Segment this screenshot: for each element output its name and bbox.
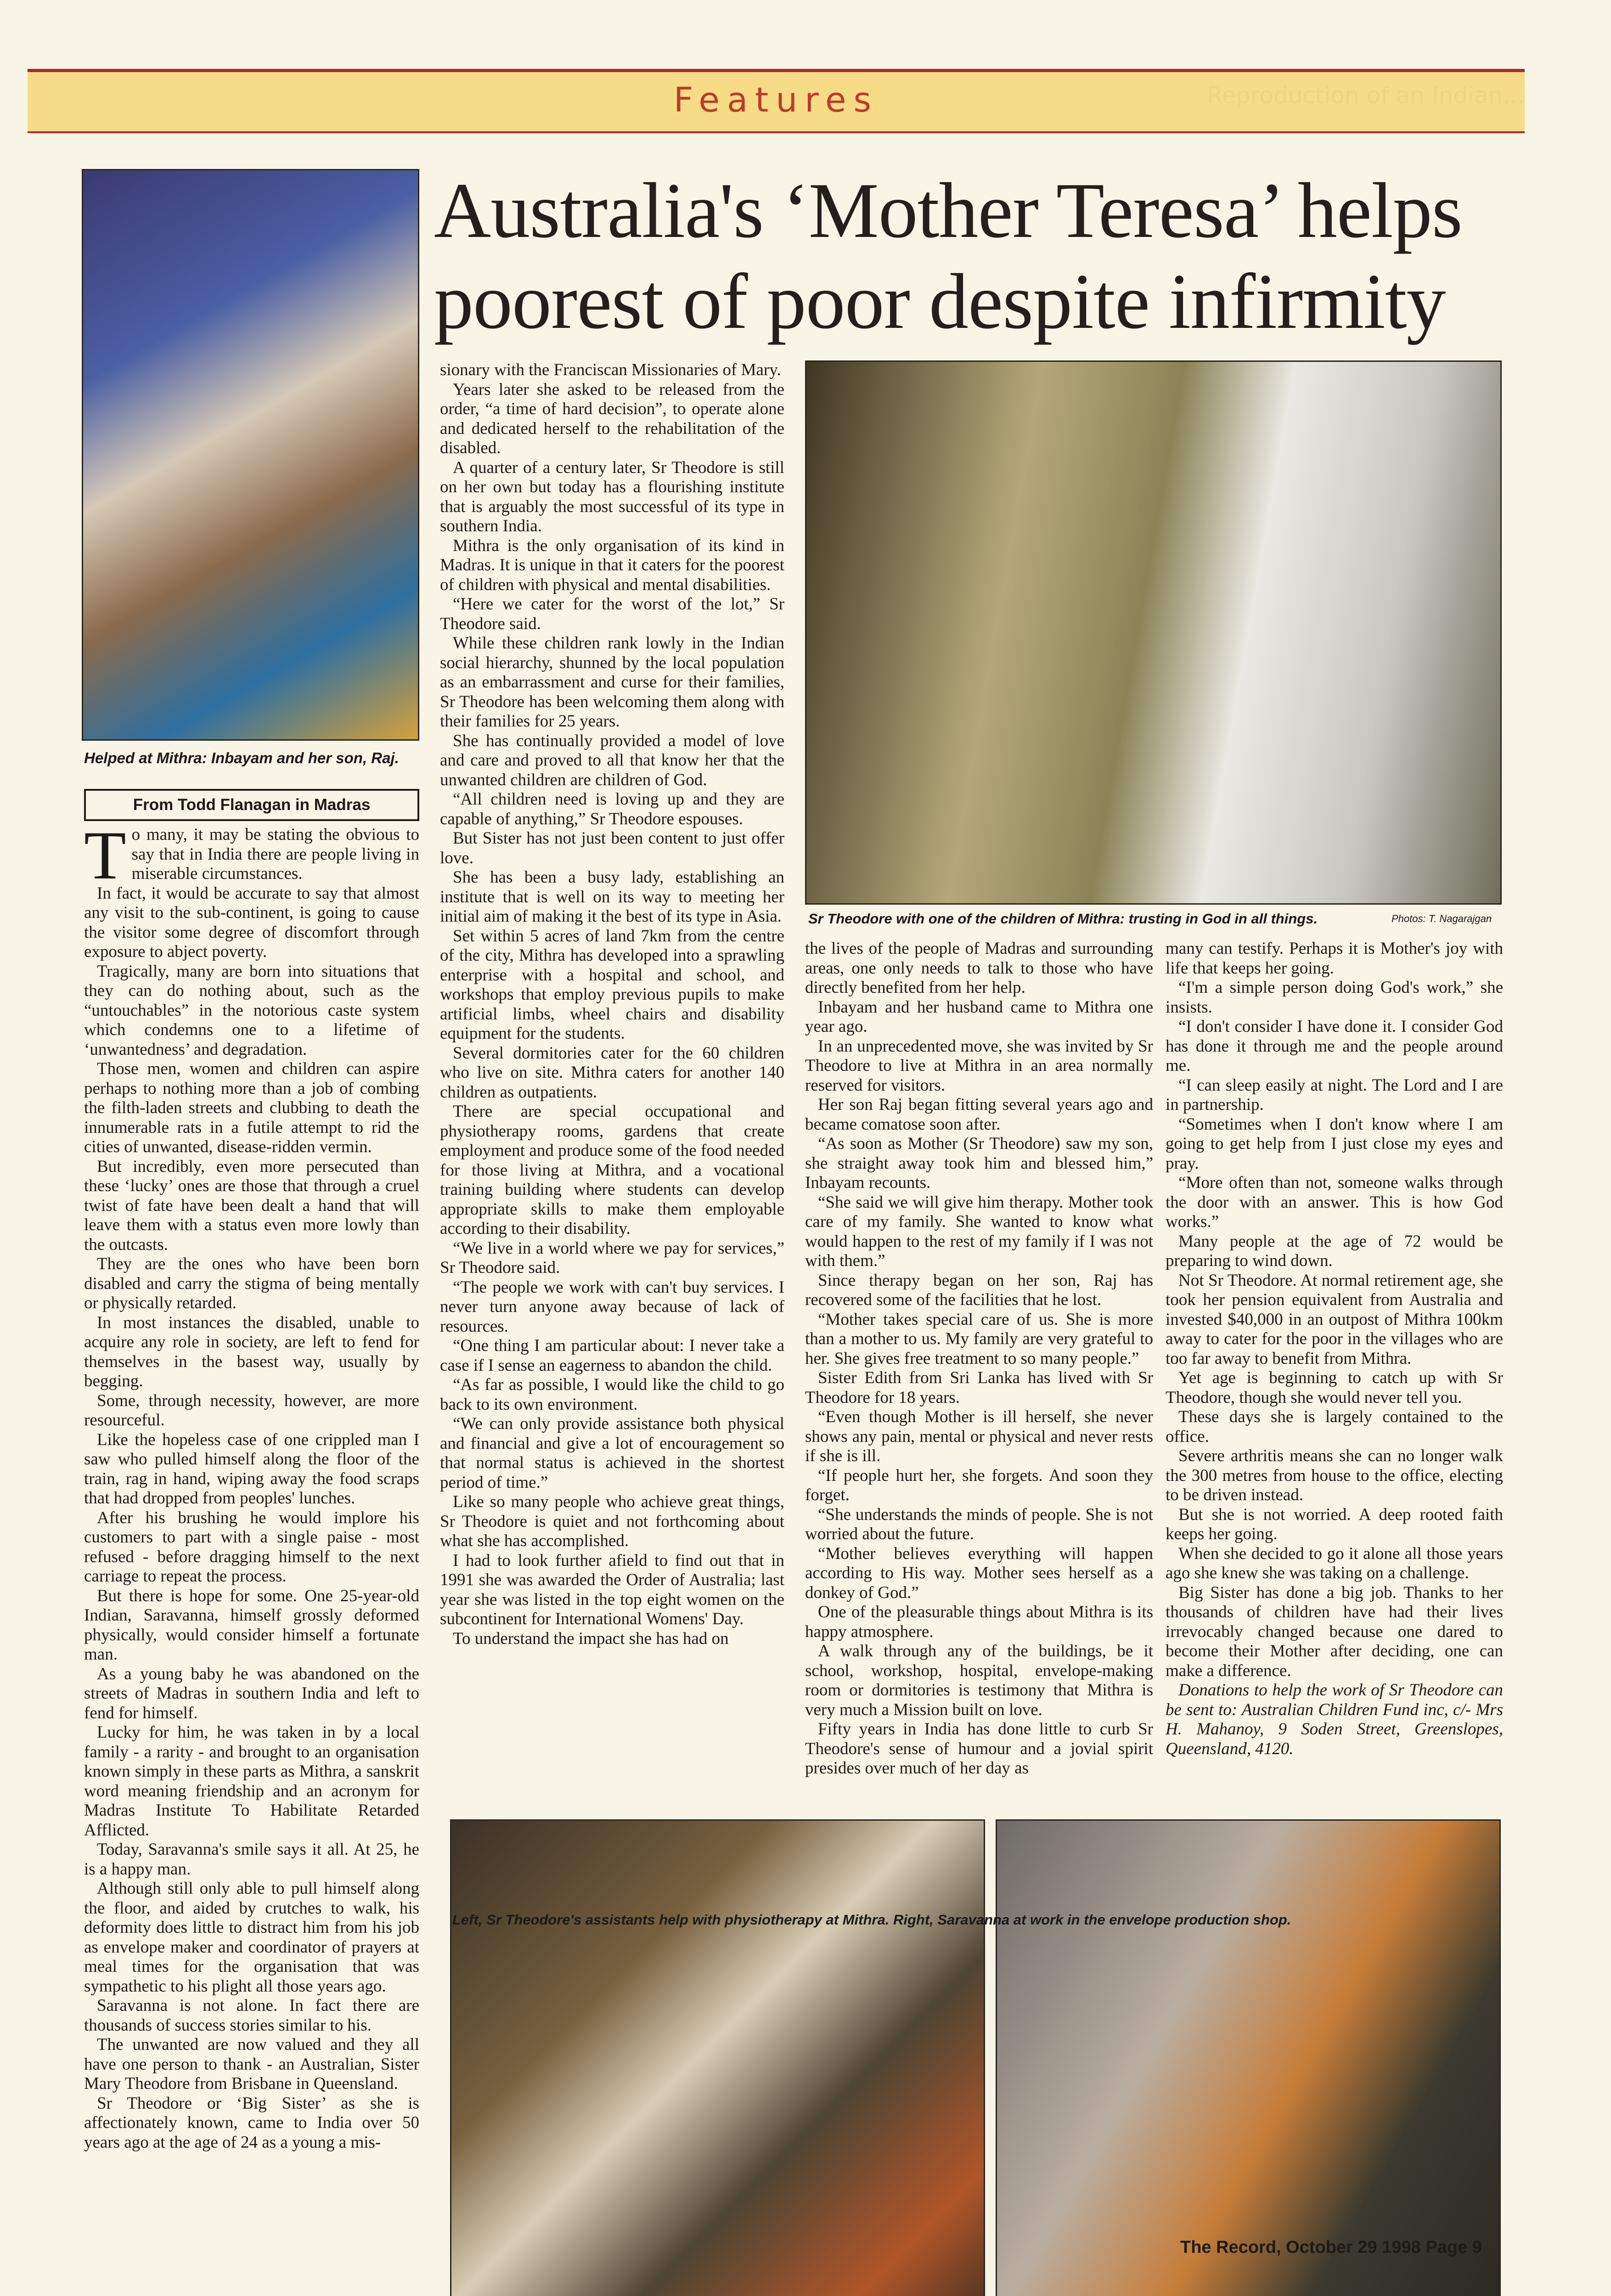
photo-physiotherapy [450,1819,985,2296]
paragraph: They are the ones who have been born disabled and carry the stigma of being mentally or physically retarded. [84,1255,419,1312]
paragraph: Sister Edith from Sri Lanka has lived with Sr Theodore for 18 years. [805,1368,1153,1407]
photo-envelope-shop [996,1819,1501,2296]
paragraph: Big Sister has done a big job. Thanks to her thousands of children have had their lives irrevocably changed because one dared to become their Mother after deciding, one can make a difference. [1166,1583,1503,1680]
paragraph: “She said we will give him therapy. Mother took care of my family. She wanted to know what would happen to the rest of my family if I was not with them.” [805,1193,1153,1270]
paragraph: In fact, it would be accurate to say that almost any visit to the sub-continent, is going to cause the visitor some degree of discomfort through exposure to abject poverty. [84,884,419,961]
paragraph: Saravanna is not alone. In fact there are thousands of success stories similar to his. [84,1996,419,2035]
paragraph: Like so many people who achieve great things, Sr Theodore is quiet and not forthcoming about what she has accomplished. [440,1492,784,1550]
paragraph: “Even though Mother is ill herself, she never shows any pain, mental or physical and never rests if she is ill. [805,1407,1153,1465]
paragraph: Inbayam and her husband came to Mithra one year ago. [805,997,1153,1036]
paragraph: Mithra is the only organisation of its kind in Madras. It is unique in that it caters for the poorest of children with physical and mental disabilities. [440,536,784,594]
paragraph: the lives of the people of Madras and surrounding areas, one only needs to talk to those who have directly benefited from her help. [805,939,1153,997]
paragraph: To many, it may be stating the obvious to say that in India there are people living in miserable circumstances. [84,817,419,894]
paragraph: Some, through necessity, however, are more resourceful. [84,1391,419,1429]
paragraph: In an unprecedented move, she was invited by Sr Theodore to live at Mithra in an area normally reserved for visitors. [805,1036,1153,1095]
photo-credit: Photos: T. Nagarajgan [1391,913,1492,924]
paragraph: “She understands the minds of people. She is not worried about the future. [805,1505,1153,1543]
paragraph: Tragically, many are born into situations that they can do nothing about, such as the “untouchables” in the notorious caste system which condemns one to a lifetime of ‘unwantedness’ and degradation. [84,962,419,1059]
paragraph: But she is not worried. A deep rooted faith keeps her going. [1166,1505,1503,1543]
paragraph: Like the hopeless case of one crippled man I saw who pulled himself along the floor of the train, rag in hand, wiping away the food scraps that had dropped from peoples' lunches. [84,1430,419,1508]
paragraph: “The people we work with can't buy services. I never turn anyone away because of lack of resources. [440,1277,784,1336]
paragraph: “Mother believes everything will happen according to His way. Mother sees herself as a donkey of God.” [805,1544,1153,1602]
paragraph: Several dormitories cater for the 60 children who live on site. Mithra caters for another 140 children as outpatients. [440,1043,784,1102]
paragraph: “One thing I am particular about: I never take a case if I sense an eagerness to abandon the child. [440,1336,784,1375]
article-column-2 [440,360,784,1802]
paragraph: I had to look further afield to find out that in 1991 she was awarded the Order of Australia; last year she was listed in the top eight women on the subcontinent for International Womens' Day. [440,1551,784,1628]
paragraph: There are special occupational and physiotherapy rooms, gardens that create employment and produce some of the food needed for those living at Mithra, and a vocational training building where students can develop appropriate skills to make them employable according to their disability. [440,1102,784,1238]
paragraph: While these children rank lowly in the Indian social hierarchy, shunned by the local population as an embarrassment and curse for their families, Sr Theodore has been welcoming them along with their families for 25 years. [440,634,784,731]
paragraph: She has continually provided a model of love and care and proved to all that know her that the unwanted children are children of God. [440,731,784,789]
paragraph: “We can only provide assistance both physical and financial and give a lot of encouragement so that normal status is achieved in the shortest period of time.” [440,1414,784,1492]
photo-sr-theodore-with-child [805,360,1502,905]
paragraph: Donations to help the work of Sr Theodore can be sent to: Australian Children Fund inc, c/- Mrs H. Mahanoy, 9 Soden Street, Greenslopes, Queensland, 4120. [1166,1681,1503,1758]
paragraph: A walk through any of the buildings, be it school, workshop, hospital, envelope-making room or dormitories is testimony that Mithra is very much a Mission built on love. [805,1642,1153,1719]
article-headline: Australia's ‘Mother Teresa’ helps poorest of poor despite infirmity [434,167,1462,345]
paragraph: Years later she asked to be released from the order, “a time of hard decision”, to operate alone and dedicated herself to the rehabilitation of the disabled. [440,380,784,457]
paragraph: Set within 5 acres of land 7km from the centre of the city, Mithra has developed into a sprawling enterprise with a hospital and school, and workshops that employ previous pupils to make artificial limbs, wheel chairs and disability equipment for the students. [440,926,784,1043]
paragraph: Today, Saravanna's smile says it all. At 25, he is a happy man. [84,1840,419,1879]
paragraph: Sr Theodore or ‘Big Sister’ as she is affectionately known, came to India over 50 years ago at the age of 24 as a young a mis- [84,2093,419,2152]
paragraph: After his brushing he would implore his customers to part with a single paise - most refused - before dragging himself to the next carriage to repeat the process. [84,1508,419,1586]
paragraph: But Sister has not just been content to just offer love. [440,829,784,867]
byline: From Todd Flanagan in Madras [84,789,419,821]
paragraph: Yet age is beginning to catch up with Sr Theodore, though she would never tell you. [1166,1368,1503,1407]
paragraph: “I'm a simple person doing God's work,” she insists. [1166,978,1503,1017]
photo-caption-theodore: Sr Theodore with one of the children of Mithra: trusting in God in all things. [808,911,1318,927]
paragraph: Her son Raj began fitting several years ago and became comatose soon after. [805,1095,1153,1134]
paragraph: “Sometimes when I don't know where I am going to get help from I just close my eyes and pray. [1166,1114,1503,1173]
paragraph: “As soon as Mother (Sr Theodore) saw my son, she straight away took him and blessed him,” Inbayam recounts. [805,1134,1153,1192]
paragraph: “I don't consider I have done it. I consider God has done it through me and the people around me. [1166,1017,1503,1075]
paragraph: Since therapy began on her son, Raj has recovered some of the facilities that he lost. [805,1271,1153,1309]
section-title: Features [673,80,879,120]
paragraph: sionary with the Franciscan Missionaries of Mary. [440,360,781,379]
paragraph: A quarter of a century later, Sr Theodore is still on her own but today has a flourishing institute that is arguably the most successful of its type in southern India. [440,458,784,535]
paragraph: She has been a busy lady, establishing an institute that is well on its way to meeting her initial aim of making it the best of its type in Asia. [440,868,784,926]
page-footer: The Record, October 29 1998 Page 9 [1180,2238,1482,2257]
paragraph: But there is hope for some. One 25-year-old Indian, Saravanna, himself grossly deformed physically, would consider himself a fortunate man. [84,1586,419,1664]
paragraph: “Mother takes special care of us. She is more than a mother to us. My family are very grateful to her. She gives free treatment to so many people.” [805,1310,1153,1368]
paragraph: These days she is largely contained to the office. [1166,1407,1503,1446]
photo-caption-bottom: Left, Sr Theodore's assistants help with physiotherapy at Mithra. Right, Saravanna at work in the envelope production shop. [452,1912,1291,1928]
article-column-3 [805,939,1153,1807]
article-column-1 [84,817,419,2152]
photo-caption-inbayam: Helped at Mithra: Inbayam and her son, Raj. [84,749,399,766]
paragraph: When she decided to go it alone all those years ago she knew she was taking on a challenge. [1166,1544,1503,1582]
paragraph: “If people hurt her, she forgets. And soon they forget. [805,1466,1153,1504]
paragraph: “Here we cater for the worst of the lot,” Sr Theodore said. [440,595,784,633]
paragraph: To understand the impact she has had on [453,1629,729,1648]
paragraph: Severe arthritis means she can no longer walk the 300 metres from house to the office, electing to be driven instead. [1166,1446,1503,1504]
paragraph: Lucky for him, he was taken in by a local family - a rarity - and brought to an organisation known simply in these parts as Mithra, a sanskrit word meaning friendship and an acronym for Madras Institute To Habilitate Retarded Afflicted. [84,1723,419,1840]
paragraph: Those men, women and children can aspire perhaps to nothing more than a job of combing the filth-laden streets and clubbing to death the innumerable rats in a futile attempt to rid the cities of unwanted, disease-ridden vermin. [84,1059,419,1156]
article-column-4 [1166,939,1503,1807]
paragraph: In most instances the disabled, unable to acquire any role in society, are left to fend for themselves in the basest way, usually by begging. [84,1313,419,1390]
paragraph: many can testify. Perhaps it is Mother's joy with life that keeps her going. [1166,939,1503,978]
paragraph: “I can sleep easily at night. The Lord and I are in partnership. [1166,1075,1503,1114]
paragraph: As a young baby he was abandoned on the streets of Madras in southern India and left to fend for himself. [84,1664,419,1722]
bleed-through-text: Reproduction of an Indian... [1206,82,1525,109]
paragraph: The unwanted are now valued and they all have one person to thank - an Australian, Sister Mary Theodore from Brisbane in Queensland. [84,2035,419,2093]
paragraph: Many people at the age of 72 would be preparing to wind down. [1166,1232,1503,1270]
paragraph: Fifty years in India has done little to curb Sr Theodore's sense of humour and a jovial spirit presides over much of her day as [805,1720,1153,1778]
paragraph: Although still only able to pull himself along the floor, and aided by crutches to walk, his deformity does little to distract him from his job as envelope maker and coordinator of prayers at meal times for the organisation that was sympathetic to his plight all those years ago. [84,1879,419,1996]
paragraph: One of the pleasurable things about Mithra is its happy atmosphere. [805,1603,1153,1641]
paragraph: “We live in a world where we pay for services,” Sr Theodore said. [440,1238,784,1277]
section-banner [28,69,1525,133]
paragraph: “More often than not, someone walks through the door with an answer. This is how God works.” [1166,1173,1503,1231]
photo-inbayam-and-raj [82,169,419,741]
paragraph: Not Sr Theodore. At normal retirement age, she took her pension equivalent from Australia and invested $40,000 in an outpost of Mithra 100km away to cater for the poor in the villages who are too far away to benefit from Mithra. [1166,1271,1503,1368]
paragraph: “As far as possible, I would like the child to go back to its own environment. [440,1375,784,1414]
paragraph: But incredibly, even more persecuted than these ‘lucky’ ones are those that through a cruel twist of fate have been dealt a hand that will leave them with a status even more lowly than the outcasts. [84,1157,419,1254]
paragraph: “All children need is loving up and they are capable of anything,” Sr Theodore espouses. [440,790,784,828]
